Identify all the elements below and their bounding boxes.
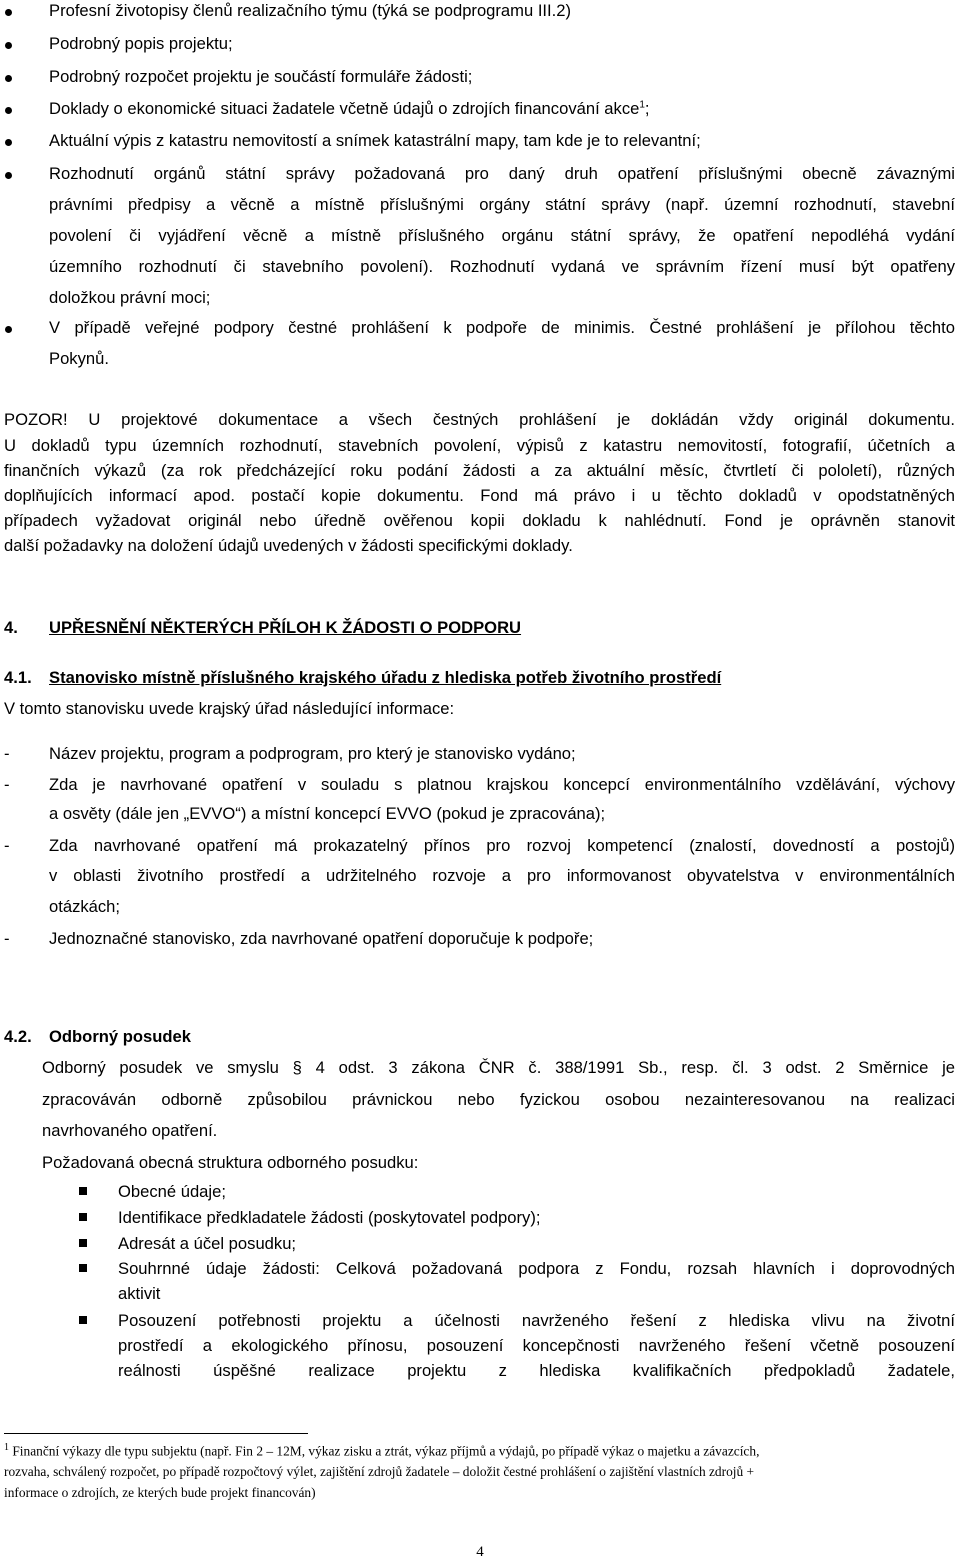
bullet-dot bbox=[5, 107, 12, 114]
paragraph: Požadovaná obecná struktura odborného posudku: bbox=[42, 1153, 419, 1172]
dash-item: Jednoznačné stanovisko, zda navrhované opatření doporučuje k podpoře; bbox=[49, 929, 594, 948]
structure-item: Adresát a účel posudku; bbox=[118, 1234, 297, 1253]
dash-marker: - bbox=[4, 836, 10, 855]
list-item-line: povolení či vyjádření věcně a místně příslušného orgánu státní správy, že opatření nepodléhá vydání bbox=[49, 226, 955, 245]
page-number: 4 bbox=[476, 1544, 484, 1560]
dash-item-line: Zda je navrhované opatření v souladu s platnou krajskou koncepcí environmentálního vzdělávání, výchovy bbox=[49, 775, 955, 794]
footnote-separator bbox=[4, 1433, 308, 1434]
dash-marker: - bbox=[4, 744, 10, 763]
square-bullet-icon bbox=[79, 1213, 87, 1221]
bullet-dot bbox=[5, 42, 12, 49]
square-bullet-icon bbox=[79, 1239, 87, 1247]
bullet-dot bbox=[5, 139, 12, 146]
section-number: 4. bbox=[4, 618, 18, 637]
list-item-line: Rozhodnutí orgánů státní správy požadovaná pro daný druh opatření příslušnými obecně závaznými bbox=[49, 164, 955, 183]
list-item-line: V případě veřejné podpory čestné prohlášení k podpoře de minimis. Čestné prohlášení je přílohou těchto bbox=[49, 318, 955, 337]
dash-marker: - bbox=[4, 775, 10, 794]
list-item bbox=[49, 99, 650, 119]
subsection-heading: Odborný posudek bbox=[49, 1027, 191, 1046]
subsection-number: 4.1. bbox=[4, 668, 32, 687]
bullet-dot bbox=[5, 326, 12, 333]
square-bullet-icon bbox=[79, 1316, 87, 1324]
square-bullet-icon bbox=[79, 1187, 87, 1195]
footnote-marker: 1 bbox=[4, 1442, 9, 1453]
list-item: Podrobný rozpočet projektu je součástí formuláře žádosti; bbox=[49, 67, 473, 86]
bullet-dot bbox=[5, 9, 12, 16]
notice-line: finančních výkazů (za rok předcházející roku podání žádosti a za aktuální měsíc, čtvrtletí či pololetí), různých bbox=[4, 461, 955, 480]
list-item-line: právními předpisy a věcně a místně příslušnými orgány státní správy (např. územní rozhodnutí, stavební bbox=[49, 195, 955, 214]
section-heading: UPŘESNĚNÍ NĚKTERÝCH PŘÍLOH K ŽÁDOSTI O PODPORU bbox=[49, 618, 522, 637]
dash-item-line: v oblasti životního prostředí a udržitelného rozvoje a pro informovanost obyvatelstva v environmentálních bbox=[49, 866, 955, 885]
subsection-heading: Stanovisko místně příslušného krajského úřadu z hlediska potřeb životního prostředí bbox=[49, 668, 722, 687]
footnote-reference: 1 bbox=[639, 99, 645, 111]
structure-item-line: prostředí a ekologického přínosu, posouzení koncepčnosti navrženého řešení včetně posouzení bbox=[118, 1336, 955, 1355]
list-item: Aktuální výpis z katastru nemovitostí a snímek katastrální mapy, tam kde je to relevantní; bbox=[49, 131, 701, 150]
list-item-text: Doklady o ekonomické situaci žadatele včetně údajů o zdrojích financování akce bbox=[49, 99, 640, 118]
bullet-dot bbox=[5, 172, 12, 179]
paragraph-line: navrhovaného opatření. bbox=[42, 1121, 218, 1140]
list-item-line: doložkou právní moci; bbox=[49, 288, 211, 307]
footnote-text: Finanční výkazy dle typu subjektu (např. Fin 2 – 12M, výkaz zisku a ztrát, výkaz příjmů a výdajů, po případě výkaz o majetku a závazcích, bbox=[12, 1443, 760, 1459]
notice-line: doplňujících informací apod. postačí kopie dokumentu. Fond má právo i u těchto dokladů v opodstatněných bbox=[4, 486, 955, 505]
list-item-line: Pokynů. bbox=[49, 349, 109, 368]
structure-item-line: aktivit bbox=[118, 1284, 161, 1303]
paragraph: V tomto stanovisku uvede krajský úřad následující informace: bbox=[4, 699, 455, 718]
dash-item-line: a osvěty (dále jen „EVVO“) a místní koncepcí EVVO (pokud je zpracována); bbox=[49, 804, 606, 823]
dash-marker: - bbox=[4, 929, 10, 948]
paragraph-line: Odborný posudek ve smyslu § 4 odst. 3 zákona ČNR č. 388/1991 Sb., resp. čl. 3 odst. 2 Směrnice je bbox=[42, 1058, 955, 1077]
structure-item: Identifikace předkladatele žádosti (poskytovatel podpory); bbox=[118, 1208, 541, 1227]
notice-line: POZOR! U projektové dokumentace a všech čestných prohlášení je dokládán vždy originál dokumentu. bbox=[4, 410, 955, 429]
footnote-line: rozvaha, schválený rozpočet, po případě rozpočtový výlet, zajištění zdrojů žadatele – doložit čestné prohlášení o zajištění vlastních zdrojů + bbox=[4, 1464, 755, 1479]
structure-item-line: reálnosti úspěšné realizace projektu z hlediska kvalifikačních předpokladů žadatele, bbox=[118, 1361, 955, 1380]
list-item: Profesní životopisy členů realizačního týmu (týká se podprogramu III.2) bbox=[49, 1, 572, 20]
paragraph-line: zpracováván odborně způsobilou právnickou nebo fyzickou osobou nezainteresovanou na realizaci bbox=[42, 1090, 955, 1109]
dash-item-line: Zda navrhované opatření má prokazatelný přínos pro rozvoj kompetencí (znalostí, dovedností a postojů) bbox=[49, 836, 955, 855]
structure-item: Obecné údaje; bbox=[118, 1182, 226, 1201]
list-item-text: ; bbox=[644, 99, 650, 118]
square-bullet-icon bbox=[79, 1264, 87, 1272]
bullet-dot bbox=[5, 75, 12, 82]
dash-item-line: otázkách; bbox=[49, 897, 121, 916]
structure-item-line: Posouzení potřebnosti projektu a účelnosti navrženého řešení z hlediska vlivu na životní bbox=[118, 1311, 955, 1330]
footnote-line bbox=[4, 1442, 759, 1459]
notice-line: další požadavky na doložení údajů uvedených v žádosti specifickými doklady. bbox=[4, 536, 573, 555]
dash-item: Název projektu, program a podprogram, pro který je stanovisko vydáno; bbox=[49, 744, 576, 763]
list-item: Podrobný popis projektu; bbox=[49, 34, 233, 53]
footnote-line: informace o zdrojích, ze kterých bude projekt financován) bbox=[4, 1485, 316, 1500]
structure-item-line: Souhrnné údaje žádosti: Celková požadovaná podpora z Fondu, rozsah hlavních i doprovodných bbox=[118, 1259, 955, 1278]
notice-line: případech vyžadovat originál nebo úředně ověřenou kopii dokladu k nahlédnutí. Fond je oprávněn stanovit bbox=[4, 511, 955, 530]
subsection-number: 4.2. bbox=[4, 1027, 32, 1046]
notice-line: U dokladů typu územních rozhodnutí, stavebních povolení, výpisů z katastru nemovitostí, fotografií, účetních a bbox=[4, 436, 955, 455]
list-item-line: územního rozhodnutí či stavebního povolení). Rozhodnutí vydaná ve správním řízení musí být opatřeny bbox=[49, 257, 955, 276]
